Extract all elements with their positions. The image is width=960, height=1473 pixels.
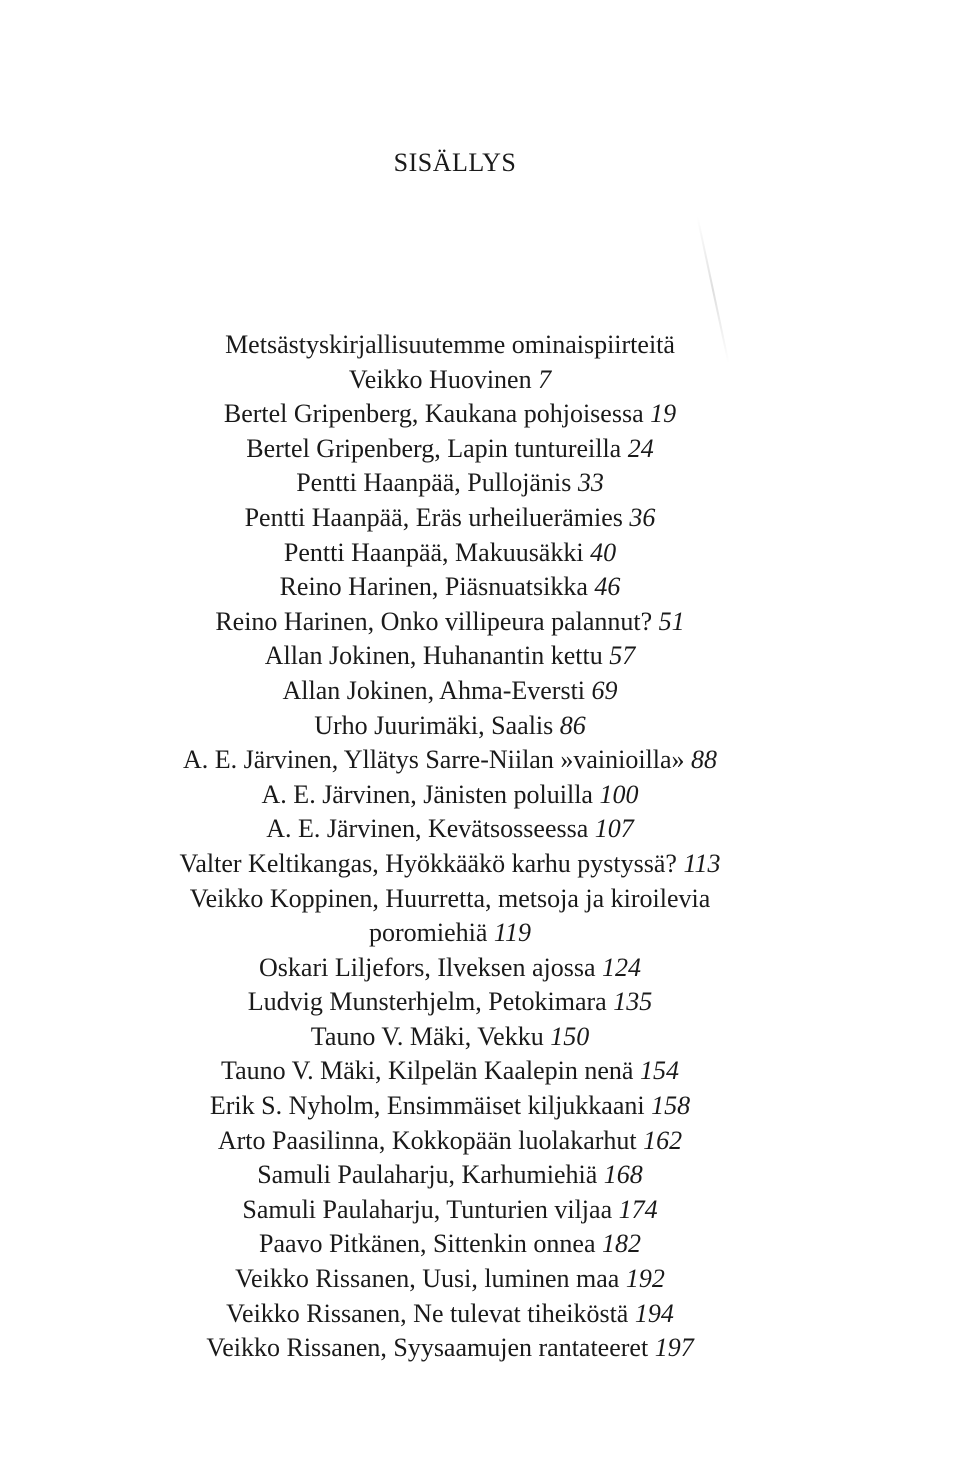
toc-entry xyxy=(0,1227,900,1262)
toc-page-number: 162 xyxy=(643,1125,683,1155)
toc-entry-text: Veikko Rissanen, Uusi, luminen maa xyxy=(235,1264,620,1294)
toc-entry xyxy=(0,985,900,1020)
toc-entry-text: Veikko Huovinen xyxy=(348,364,532,394)
toc-page-number: 158 xyxy=(651,1091,691,1121)
toc-entry xyxy=(0,328,900,363)
toc-page-number: 194 xyxy=(634,1298,674,1328)
toc-entry xyxy=(0,536,900,571)
toc-page-number: 192 xyxy=(625,1264,665,1294)
toc-entry-text: Arto Paasilinna, Kokkopään luolakarhut xyxy=(217,1125,637,1155)
toc-page-number: 174 xyxy=(618,1194,658,1224)
toc-entry xyxy=(0,1193,900,1228)
toc-entry xyxy=(0,778,900,813)
toc-entry xyxy=(0,432,900,467)
toc-entry xyxy=(0,363,900,398)
toc-entry xyxy=(0,1297,900,1332)
toc-entry-text: Samuli Paulaharju, Tunturien viljaa xyxy=(242,1194,613,1224)
toc-entry xyxy=(0,1054,900,1089)
toc-entry xyxy=(0,812,900,847)
toc-entry-text: Valter Keltikangas, Hyökkääkö karhu pystyssä? xyxy=(179,848,677,878)
toc-page-number: 51 xyxy=(658,606,685,636)
toc-entry xyxy=(0,639,900,674)
toc-entry xyxy=(0,951,900,986)
toc-entry-text: Reino Harinen, Onko villipeura palannut? xyxy=(215,606,653,636)
toc-entry-text: Tauno V. Mäki, Kilpelän Kaalepin nenä xyxy=(221,1056,634,1086)
toc-page-number: 69 xyxy=(591,675,618,705)
toc-entry-text: Samuli Paulaharju, Karhumiehiä xyxy=(257,1160,598,1190)
toc-entry-text: Erik S. Nyholm, Ensimmäiset kiljukkaani xyxy=(209,1091,645,1121)
toc-entry xyxy=(0,674,900,709)
toc-entry-text: Ludvig Munsterhjelm, Petokimara xyxy=(247,987,607,1017)
toc-entry-text: Pentti Haanpää, Eräs urheiluerämies xyxy=(244,502,623,532)
toc-entry xyxy=(0,1020,900,1055)
toc-entry xyxy=(0,1331,900,1366)
toc-entry-text: Pentti Haanpää, Pullojänis xyxy=(296,468,572,498)
toc-page-number: 119 xyxy=(493,918,531,948)
toc-entry xyxy=(0,1262,900,1297)
toc-page-number: 154 xyxy=(639,1056,679,1086)
toc-entry-text: Veikko Rissanen, Ne tulevat tiheiköstä xyxy=(226,1298,629,1328)
toc-page-number: 113 xyxy=(683,848,721,878)
toc-page-number: 100 xyxy=(599,779,639,809)
toc-page-number: 57 xyxy=(609,641,636,671)
toc-page-number: 24 xyxy=(627,433,654,463)
toc-page-number: 124 xyxy=(601,952,641,982)
toc-page-number: 19 xyxy=(650,399,677,429)
toc-entry-text: Veikko Rissanen, Syysaamujen rantateeret xyxy=(206,1333,649,1363)
toc-page-number: 88 xyxy=(691,745,718,775)
toc-entry-text: A. E. Järvinen, Jänisten poluilla xyxy=(261,779,593,809)
toc-entry-text: A. E. Järvinen, Kevätsosseessa xyxy=(266,814,589,844)
toc-entry-text: Allan Jokinen, Huhanantin kettu xyxy=(264,641,603,671)
toc-entry xyxy=(0,570,900,605)
toc-entry xyxy=(0,1089,900,1124)
table-of-contents xyxy=(0,328,900,1366)
toc-entry xyxy=(0,1158,900,1193)
toc-entry-text: A. E. Järvinen, Yllätys Sarre-Niilan »vainioilla» xyxy=(182,745,685,775)
toc-page-number: 168 xyxy=(603,1160,643,1190)
toc-entry xyxy=(0,1124,900,1159)
toc-entry xyxy=(0,743,900,778)
toc-entry-text: Pentti Haanpää, Makuusäkki xyxy=(283,537,584,567)
toc-entry-text: Bertel Gripenberg, Lapin tuntureilla xyxy=(246,433,622,463)
toc-entry xyxy=(0,605,900,640)
toc-page-number: 33 xyxy=(577,468,604,498)
toc-page-number: 36 xyxy=(629,502,656,532)
toc-page-number: 40 xyxy=(590,537,617,567)
toc-page-number: 107 xyxy=(594,814,634,844)
toc-entry-text: Allan Jokinen, Ahma-Eversti xyxy=(282,675,586,705)
toc-page-number: 182 xyxy=(602,1229,641,1259)
toc-entry-text: Reino Harinen, Piäsnuatsikka xyxy=(279,572,588,602)
toc-entry-text: Metsästyskirjallisuutemme ominaispiirteitä xyxy=(225,330,675,359)
toc-page-number: 46 xyxy=(594,572,621,602)
toc-page-number: 86 xyxy=(559,710,586,740)
toc-entry-text: Urho Juurimäki, Saalis xyxy=(314,710,554,740)
toc-page-number: 135 xyxy=(613,987,653,1017)
toc-entry xyxy=(0,847,900,882)
toc-entry xyxy=(0,466,900,501)
toc-entry xyxy=(150,882,750,951)
page-title: SISÄLLYS xyxy=(393,148,517,177)
toc-page-number: 7 xyxy=(538,364,552,394)
toc-entry-text: Veikko Koppinen, Huurretta, metsoja ja kiroilevia poromiehiä xyxy=(189,883,711,948)
toc-entry-text: Oskari Liljefors, Ilveksen ajossa xyxy=(259,952,596,982)
toc-page-number: 197 xyxy=(654,1333,694,1363)
toc-entry xyxy=(0,397,900,432)
toc-page-number: 150 xyxy=(550,1021,590,1051)
toc-entry xyxy=(0,709,900,744)
toc-entry xyxy=(0,501,900,536)
toc-entry-text: Bertel Gripenberg, Kaukana pohjoisessa xyxy=(223,399,644,429)
toc-entry-text: Paavo Pitkänen, Sittenkin onnea xyxy=(258,1229,596,1259)
toc-entry-text: Tauno V. Mäki, Vekku xyxy=(310,1021,544,1051)
